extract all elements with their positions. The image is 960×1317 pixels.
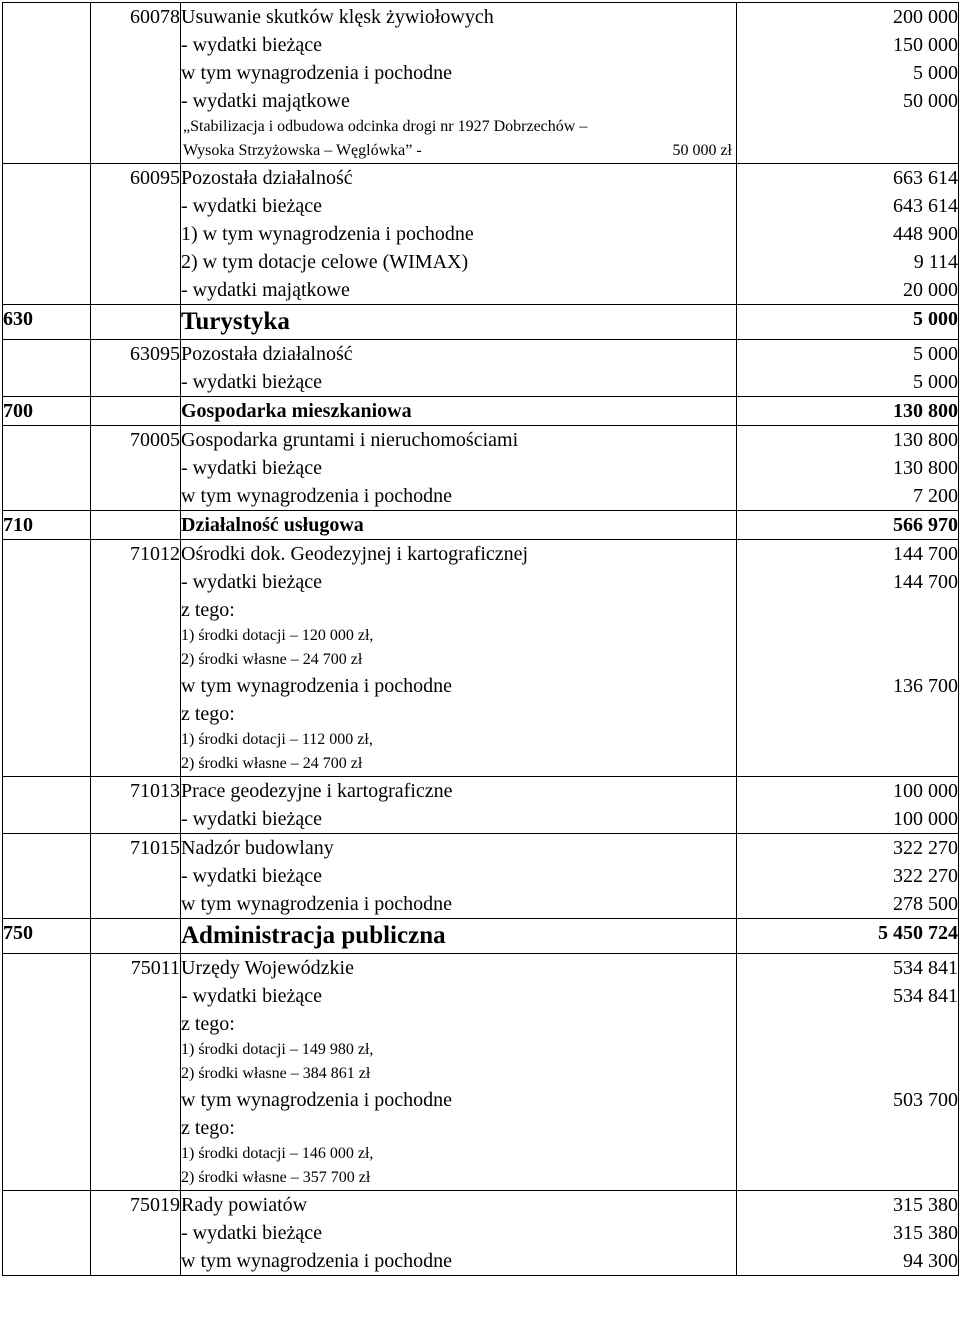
amount: 448 900 — [893, 223, 958, 245]
amount-cell — [737, 305, 959, 340]
chapter-cell — [3, 397, 91, 426]
funding-line: 2) środki własne – 357 700 zł — [181, 1169, 371, 1186]
amount: 643 614 — [893, 195, 958, 217]
line: Prace geodezyjne i kartograficzne — [181, 780, 453, 802]
section-code: 60095 — [130, 167, 180, 189]
section-code: 71012 — [130, 543, 180, 565]
chapter-cell — [3, 164, 91, 305]
table-row — [3, 834, 959, 919]
project-line — [181, 139, 736, 163]
table-row — [3, 3, 959, 164]
amount: 503 700 — [893, 1089, 958, 1111]
chapter-cell — [3, 834, 91, 919]
chapter-row — [3, 511, 959, 540]
amount: 130 800 — [893, 429, 958, 451]
chapter-row — [3, 919, 959, 954]
section-cell — [91, 777, 181, 834]
amount: 322 270 — [893, 865, 958, 887]
amount: 663 614 — [893, 167, 958, 189]
amount: 50 000 — [903, 90, 958, 112]
description-cell — [181, 1191, 737, 1276]
funding-line: 1) środki dotacji – 112 000 zł, — [181, 731, 373, 748]
description-cell — [181, 3, 737, 164]
description-cell — [181, 340, 737, 397]
table-row — [3, 540, 959, 777]
amount-cell — [737, 3, 959, 164]
line: - wydatki bieżące — [181, 1222, 323, 1244]
line: - wydatki bieżące — [181, 195, 323, 217]
chapter-cell — [3, 3, 91, 164]
section-code: 71013 — [130, 780, 180, 802]
line: Urzędy Wojewódzkie — [181, 957, 354, 979]
chapter-amount: 130 800 — [893, 400, 958, 422]
description-cell — [181, 164, 737, 305]
amount-cell — [737, 919, 959, 954]
amount: 144 700 — [893, 571, 958, 593]
description-cell — [181, 919, 737, 954]
amount: 9 114 — [913, 251, 958, 273]
table-row — [3, 340, 959, 397]
line: - wydatki majątkowe — [181, 279, 350, 301]
funding-line: 2) środki własne – 384 861 zł — [181, 1065, 371, 1082]
chapter-amount: 5 450 724 — [878, 922, 958, 944]
chapter-amount: 566 970 — [893, 514, 958, 536]
funding-line: 2) środki własne – 24 700 zł — [181, 651, 363, 668]
line: z tego: — [181, 599, 235, 621]
chapter-cell — [3, 511, 91, 540]
amount: 100 000 — [893, 808, 958, 830]
amount: 150 000 — [893, 34, 958, 56]
amount: 5 000 — [913, 371, 958, 393]
table-row — [3, 426, 959, 511]
amount-cell — [737, 954, 959, 1191]
amount: 315 380 — [893, 1222, 958, 1244]
line: z tego: — [181, 703, 235, 725]
chapter-amount: 5 000 — [913, 308, 958, 330]
amount-cell — [737, 834, 959, 919]
amount: 94 300 — [903, 1250, 958, 1272]
amount: 100 000 — [893, 780, 958, 802]
budget-table — [2, 2, 959, 1276]
amount: 20 000 — [903, 279, 958, 301]
description-cell — [181, 397, 737, 426]
section-cell — [91, 954, 181, 1191]
amount-cell — [737, 426, 959, 511]
section-code: 75011 — [130, 957, 180, 979]
chapter-cell — [3, 1191, 91, 1276]
section-code: 70005 — [130, 429, 180, 451]
section-cell — [91, 540, 181, 777]
description-cell — [181, 834, 737, 919]
line: - wydatki bieżące — [181, 808, 323, 830]
amount-cell — [737, 340, 959, 397]
chapter-title: Gospodarka mieszkaniowa — [181, 400, 412, 422]
section-cell — [91, 340, 181, 397]
line: Nadzór budowlany — [181, 837, 334, 859]
amount: 5 000 — [913, 62, 958, 84]
section-cell — [91, 1191, 181, 1276]
description-cell — [181, 511, 737, 540]
table-row — [3, 777, 959, 834]
section-code: 63095 — [130, 343, 180, 365]
amount: 7 200 — [913, 485, 958, 507]
chapter-title: Działalność usługowa — [181, 514, 364, 536]
funding-line: 1) środki dotacji – 146 000 zł, — [181, 1145, 374, 1162]
line: w tym wynagrodzenia i pochodne — [181, 675, 453, 697]
line: w tym wynagrodzenia i pochodne — [181, 1250, 453, 1272]
amount: 130 800 — [893, 457, 958, 479]
chapter-code: 710 — [3, 514, 33, 536]
amount-cell — [737, 397, 959, 426]
line: Gospodarka gruntami i nieruchomościami — [181, 429, 519, 451]
line: w tym wynagrodzenia i pochodne — [181, 1089, 453, 1111]
amount-cell — [737, 540, 959, 777]
funding-line: 1) środki dotacji – 149 980 zł, — [181, 1041, 374, 1058]
description-cell — [181, 954, 737, 1191]
line: - wydatki majątkowe — [181, 90, 350, 112]
chapter-cell — [3, 305, 91, 340]
table-row — [3, 164, 959, 305]
section-cell — [91, 164, 181, 305]
amount: 534 841 — [893, 957, 958, 979]
chapter-title: Administracja publiczna — [181, 922, 446, 949]
amount: 534 841 — [893, 985, 958, 1007]
table-row — [3, 1191, 959, 1276]
section-code: 75019 — [130, 1194, 180, 1216]
chapter-code: 700 — [3, 400, 33, 422]
chapter-code: 750 — [3, 922, 33, 944]
line: z tego: — [181, 1117, 235, 1139]
line: - wydatki bieżące — [181, 865, 323, 887]
amount-cell — [737, 777, 959, 834]
section-cell — [91, 919, 181, 954]
chapter-title: Turystyka — [181, 308, 290, 335]
amount: 322 270 — [893, 837, 958, 859]
project-line: „Stabilizacja i odbudowa odcinka drogi nr 1927 Dobrzechów – — [183, 118, 588, 135]
description-cell — [181, 540, 737, 777]
chapter-cell — [3, 954, 91, 1191]
chapter-cell — [3, 919, 91, 954]
section-cell — [91, 511, 181, 540]
section-cell — [91, 305, 181, 340]
table-row — [3, 954, 959, 1191]
line: - wydatki bieżące — [181, 571, 323, 593]
line: - wydatki bieżące — [181, 457, 323, 479]
section-cell — [91, 426, 181, 511]
line: 1) w tym wynagrodzenia i pochodne — [181, 223, 474, 245]
line: w tym wynagrodzenia i pochodne — [181, 62, 453, 84]
line: w tym wynagrodzenia i pochodne — [181, 485, 453, 507]
section-code: 71015 — [130, 837, 180, 859]
line: z tego: — [181, 1013, 235, 1035]
chapter-row — [3, 305, 959, 340]
line: - wydatki bieżące — [181, 985, 323, 1007]
line: Pozostała działalność — [181, 167, 353, 189]
chapter-cell — [3, 426, 91, 511]
amount: 278 500 — [893, 893, 958, 915]
line: Rady powiatów — [181, 1194, 308, 1216]
amount-cell — [737, 511, 959, 540]
amount: 315 380 — [893, 1194, 958, 1216]
project-text: Wysoka Strzyżowska – Węglówka” - — [183, 142, 422, 159]
amount: 136 700 — [893, 675, 958, 697]
chapter-cell — [3, 340, 91, 397]
section-cell — [91, 397, 181, 426]
amount-cell — [737, 1191, 959, 1276]
line: Pozostała działalność — [181, 343, 353, 365]
funding-line: 1) środki dotacji – 120 000 zł, — [181, 627, 374, 644]
line: - wydatki bieżące — [181, 34, 323, 56]
amount-cell — [737, 164, 959, 305]
chapter-code: 630 — [3, 308, 33, 330]
description-cell — [181, 305, 737, 340]
description-cell — [181, 426, 737, 511]
line: 2) w tym dotacje celowe (WIMAX) — [181, 251, 469, 273]
amount: 5 000 — [913, 343, 958, 365]
line: Ośrodki dok. Geodezyjnej i kartograficznej — [181, 543, 529, 565]
section-cell — [91, 3, 181, 164]
chapter-cell — [3, 777, 91, 834]
funding-line: 2) środki własne – 24 700 zł — [181, 755, 363, 772]
chapter-row — [3, 397, 959, 426]
project-amount: 50 000 zł — [672, 142, 732, 159]
description-cell — [181, 777, 737, 834]
amount: 144 700 — [893, 543, 958, 565]
chapter-cell — [3, 540, 91, 777]
line: - wydatki bieżące — [181, 371, 323, 393]
section-code: 60078 — [130, 6, 180, 28]
line: Usuwanie skutków klęsk żywiołowych — [181, 6, 494, 28]
section-cell — [91, 834, 181, 919]
line: w tym wynagrodzenia i pochodne — [181, 893, 453, 915]
amount: 200 000 — [893, 6, 958, 28]
